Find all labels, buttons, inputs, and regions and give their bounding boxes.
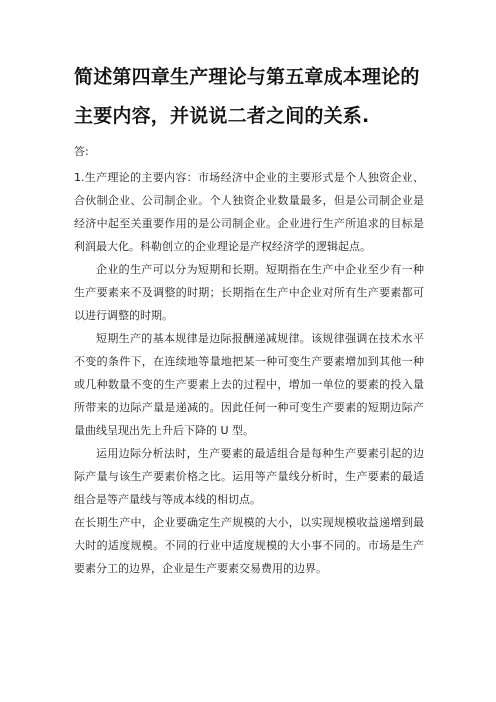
document-title: 简述第四章生产理论与第五章成本理论的主要内容，并说说二者之间的关系. bbox=[74, 66, 420, 127]
paragraph-diminishing-returns: 短期生产的基本规律是边际报酬递减规律。该规律强调在技术水平不变的条件下，在连续地等量地把某一种可变生产要素增加到其他一种或几种数量不变的生产要素上去的过程中，增加一单位的要素的投入量所带来的边际产量是递减的。因此任何一种可变生产要素的短期边际产量曲线呈现出先上升后下降的 U 型。 bbox=[74, 332, 424, 437]
paragraph-short-long-run: 企业的生产可以分为短期和长期。短期指在生产中企业至少有一种生产要素来不及调整的时期；长期指在生产中企业对所有生产要素都可以进行调整的时期。 bbox=[74, 263, 424, 322]
answer-label: 答: bbox=[74, 145, 89, 158]
paragraph-production-theory: 1.生产理论的主要内容：市场经济中企业的主要形式是个人独资企业、合伙制企业、公司制企业。个人独资企业数量最多，但是公司制企业是经济中起至关重要作用的是公司制企业。企业进行生产所追求的目标是利润最大化。科勒创立的企业理论是产权经济学的逻辑起点。 bbox=[74, 171, 424, 253]
paragraph-optimal-combination: 运用边际分析法时，生产要素的最适组合是每种生产要素引起的边际产量与该生产要素价格之比。运用等产量线分析时，生产要素的最适组合是等产量线与等成本线的相切点。 bbox=[74, 447, 424, 506]
paragraph-long-run-scale: 在长期生产中，企业要确定生产规模的大小，以实现规模收益递增到最大时的适度规模。不同的行业中适度规模的大小事不同的。市场是生产要素分工的边界，企业是生产要素交易费用的边界。 bbox=[74, 516, 424, 575]
answer-body bbox=[74, 166, 424, 580]
